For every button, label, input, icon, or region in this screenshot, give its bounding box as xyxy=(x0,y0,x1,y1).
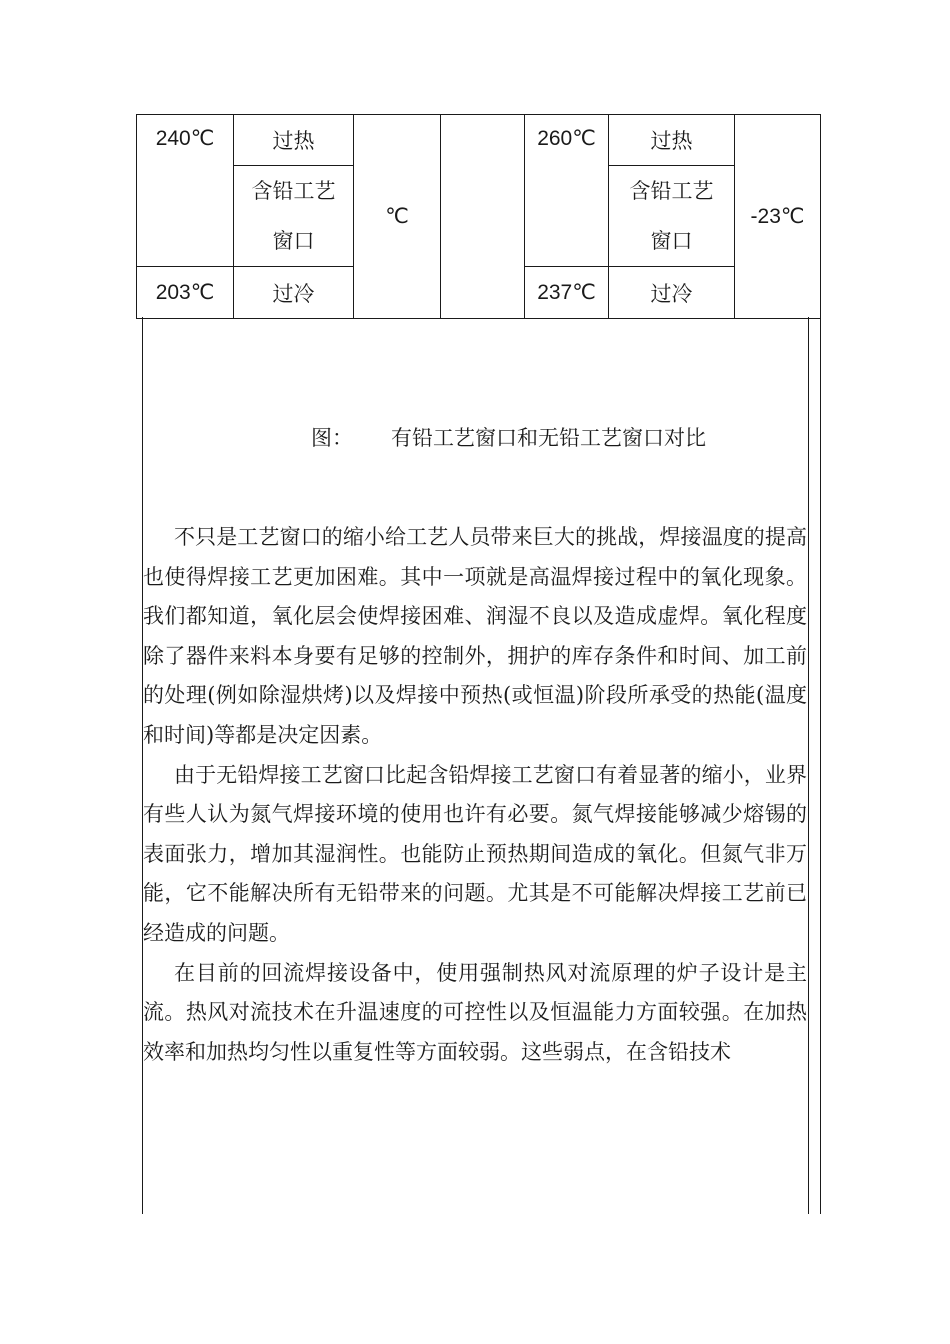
paragraph-nitrogen: 由于无铅焊接工艺窗口比起含铅焊接工艺窗口有着显著的缩小，业界有些人认为氮气焊接环境的使用也许有必要。氮气焊接能够减少熔锡的表面张力，增加其湿润性。也能防止预热期间造成的氧化。但氮气非万能，它不能解决所有无铅带来的问题。尤其是不可能解决焊接工艺前已经造成的问题。 xyxy=(143,762,807,945)
paragraph-oxidation: 不只是工艺窗口的缩小给工艺人员带来巨大的挑战，焊接温度的提高也使得焊接工艺更加困难。其中一项就是高温焊接过程中的氧化现象。我们都知道，氧化层会使焊接困难、润湿不良以及造成虚焊。氧化程度除了器件来料本身要有足够的控制外，拥护的库存条件和时间、加工前的处理(例如除湿烘烤)以及焊接中预热(或恒温)阶段所承受的热能(温度和时间)等都是决定因素。 xyxy=(143,525,807,747)
leaded-overheat-cell: 过热 xyxy=(234,115,354,166)
leadfree-undercool-cell: 过冷 xyxy=(609,267,735,319)
leaded-undercool-cell: 过冷 xyxy=(234,267,354,319)
leadfree-delta-cell: -23℃ xyxy=(735,115,821,319)
leaded-delta-cell: ℃ xyxy=(354,115,441,319)
leadfree-temp-high: 260℃ xyxy=(525,115,609,267)
paragraph-reflow: 在目前的回流焊接设备中，使用强制热风对流原理的炉子设计是主流。热风对流技术在升温速度的可控性以及恒温能力方面较强。在加热效率和加热均匀性以重复性等方面较弱。这些弱点，在含铅技术 xyxy=(143,960,807,1064)
leadfree-temp-low: 237℃ xyxy=(525,267,609,319)
figure-caption xyxy=(311,422,706,452)
leaded-temp-high: 240℃ xyxy=(137,115,234,267)
caption-label: 图： xyxy=(311,426,353,450)
leaded-temp-low: 203℃ xyxy=(137,267,234,319)
process-window-table xyxy=(136,114,821,319)
leadfree-window-cell: 含铅工艺窗口 xyxy=(609,166,735,267)
caption-text: 有铅工艺窗口和无铅工艺窗口对比 xyxy=(391,426,706,450)
blank-separator-cell xyxy=(441,115,525,319)
leadfree-overheat-cell: 过热 xyxy=(609,115,735,166)
body-text xyxy=(143,518,807,1072)
leaded-window-cell: 含铅工艺窗口 xyxy=(234,166,354,267)
page-border-right xyxy=(808,317,809,1214)
